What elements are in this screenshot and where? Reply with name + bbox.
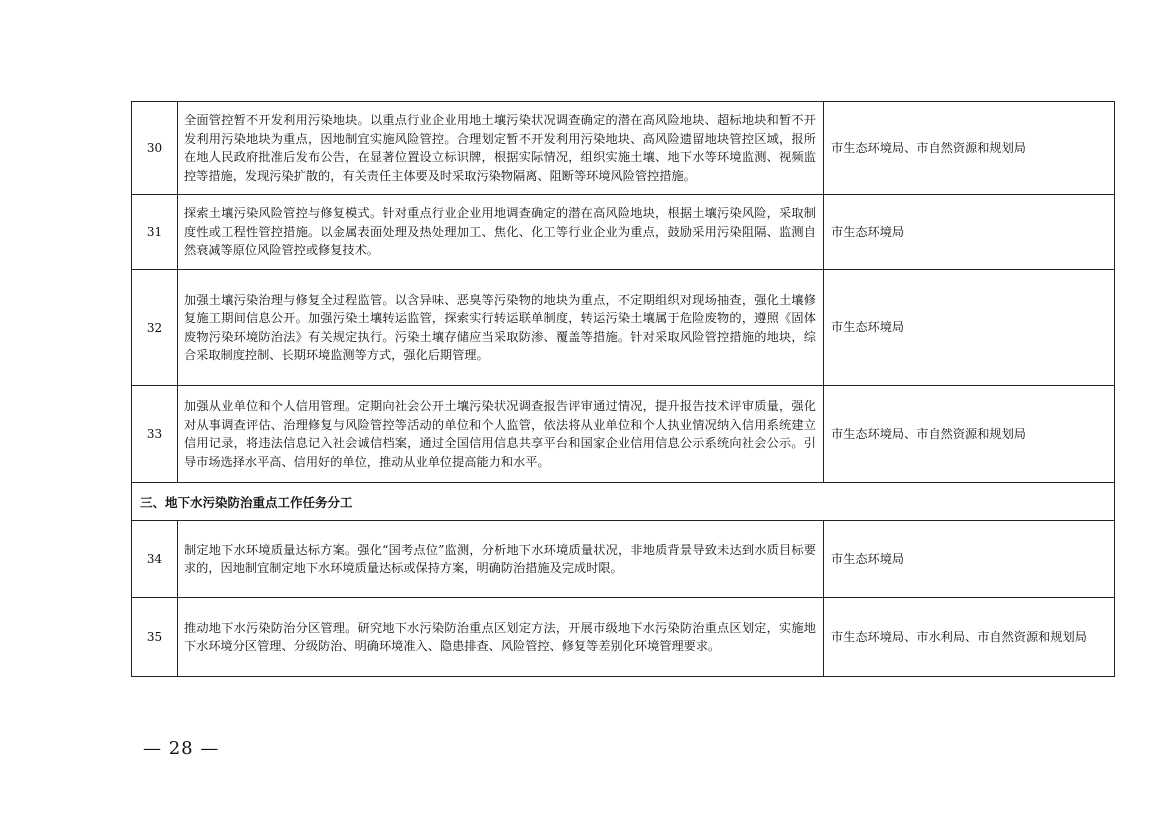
task-description: 加强土壤污染治理与修复全过程监管。以含异味、恶臭等污染物的地块为重点，不定期组织对现场抽查，强化土壤修复施工期间信息公开。加强污染土壤转运监管，探索实行转运联单制度，转运污染土壤属于危险废物的，遵照《固体废物污染环境防治法》有关规定执行。污染土壤存储应当采取防渗、覆盖等措施。针对采取风险管控措施的地块，综合采取制度控制、长期环境监测等方式，强化后期管理。 (178, 270, 824, 386)
table-row (132, 386, 1115, 483)
section-heading: 三、地下水污染防治重点工作任务分工 (132, 483, 1115, 521)
task-description: 制定地下水环境质量达标方案。强化“国考点位”监测，分析地下水环境质量状况，非地质背景导致未达到水质目标要求的，因地制宜制定地下水环境质量达标或保持方案，明确防治措施及完成时限。 (178, 521, 824, 598)
task-number: 32 (132, 270, 178, 386)
section-heading-row (132, 483, 1115, 521)
task-number: 34 (132, 521, 178, 598)
responsible-unit: 市生态环境局、市自然资源和规划局 (824, 102, 1115, 195)
task-number: 35 (132, 598, 178, 677)
task-division-table (131, 101, 1115, 677)
table-row (132, 521, 1115, 598)
task-description: 加强从业单位和个人信用管理。定期向社会公开土壤污染状况调查报告评审通过情况，提升报告技术评审质量，强化对从事调查评估、治理修复与风险管控等活动的单位和个人监管，依法将从业单位和个人执业情况纳入信用系统建立信用记录，将违法信息记入社会诚信档案，通过全国信用信息共享平台和国家企业信用信息公示系统向社会公示。引导市场选择水平高、信用好的单位，推动从业单位提高能力和水平。 (178, 386, 824, 483)
responsible-unit: 市生态环境局 (824, 195, 1115, 270)
responsible-unit: 市生态环境局 (824, 270, 1115, 386)
responsible-unit: 市生态环境局、市自然资源和规划局 (824, 386, 1115, 483)
table-row (132, 102, 1115, 195)
task-description: 全面管控暂不开发利用污染地块。以重点行业企业用地土壤污染状况调查确定的潜在高风险地块、超标地块和暂不开发利用污染地块为重点，因地制宜实施风险管控。合理划定暂不开发利用污染地块、高风险遗留地块管控区域，报所在地人民政府批准后发布公告，在显著位置设立标识牌，根据实际情况，组织实施土壤、地下水等环境监测、视频监控等措施，发现污染扩散的，有关责任主体要及时采取污染物隔离、阻断等环境风险管控措施。 (178, 102, 824, 195)
table-row (132, 195, 1115, 270)
page-number: — 28 — (143, 738, 220, 759)
table-row (132, 598, 1115, 677)
responsible-unit: 市生态环境局、市水利局、市自然资源和规划局 (824, 598, 1115, 677)
table-row (132, 270, 1115, 386)
task-number: 33 (132, 386, 178, 483)
task-number: 31 (132, 195, 178, 270)
task-description: 探索土壤污染风险管控与修复模式。针对重点行业企业用地调查确定的潜在高风险地块，根据土壤污染风险，采取制度性或工程性管控措施。以金属表面处理及热处理加工、焦化、化工等行业企业为重点，鼓励采用污染阻隔、监测自然衰减等原位风险管控或修复技术。 (178, 195, 824, 270)
task-number: 30 (132, 102, 178, 195)
responsible-unit: 市生态环境局 (824, 521, 1115, 598)
task-description: 推动地下水污染防治分区管理。研究地下水污染防治重点区划定方法，开展市级地下水污染防治重点区划定，实施地下水环境分区管理、分级防治、明确环境准入、隐患排查、风险管控、修复等差别化环境管理要求。 (178, 598, 824, 677)
